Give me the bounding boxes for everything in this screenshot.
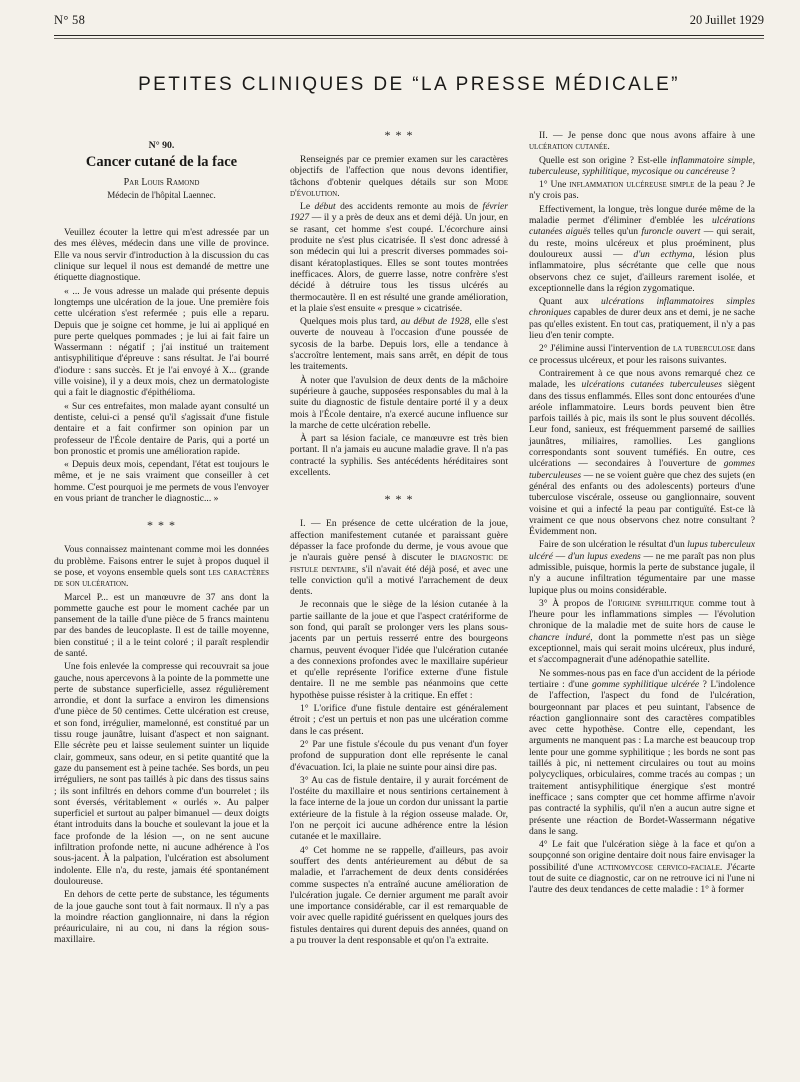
column-2	[290, 130, 508, 946]
paragraph: 1° L'orifice d'une fistule dentaire est généralement étroit ; c'est un pertuis et non pas une ulcération comme dans le cas présent.	[290, 703, 508, 737]
paragraph: II. — Je pense donc que nous avons affaire à une ulcération cutanée.	[529, 130, 755, 153]
paragraph: 4° Cet homme ne se rappelle, d'ailleurs, pas avoir souffert des dents antérieurement au début de sa maladie, et l'arrachement de deux dents considérées comme suspectes n'a entraîné aucune amélioration de l'ulcération jugale. Ce dernier argument me paraît avoir une importance considérable, car il est remarquable de voir avec quelle rapidité guérissent en quelques jours des fistules dentaires qui durent depuis des années, quand on a pu trouver la dent responsable et qu'on l'a extraite.	[290, 844, 508, 946]
paragraph: Contrairement à ce que nous avons remarqué chez ce malade, les ulcérations cutanées tuberculeuses siègent dans des tissus enflammés. Elles sont donc entourées d'une aréole inflammatoire. Leurs bords peuvent bien être parfois taillés à pic, mais ils sont le plus souvent décollés. Leur fond, sanieux, est fréquemment parsemé de saillies jaunâtres, miliaires, ramollies. Les ganglions correspondants sont souvent tuméfiés. En outre, ces ulcérations — secondaires à l'ouverture de gommes tuberculeuses — ne se voient guère que chez des sujets (en général des enfants ou des adolescents) porteurs d'une tuberculose viscérale, osseuse ou ganglionnaire, souvent voisine et qui a infecté la peau par contiguïté. Est-ce là vraiment ce que nous observons chez notre consultant ? Évidemment non.	[529, 367, 755, 538]
paragraph: 4° Le fait que l'ulcération siège à la face et qu'on a soupçonné son origine dentaire doit nous faire envisager la possibilité d'une actinomycose cervico-faciale. J'écarte tout de suite ce diagnostic, car on ne retrouve ici ni l'une ni l'autre des deux tendances de cette maladie : 1° à former	[529, 839, 755, 896]
paragraph: À part sa lésion faciale, ce manœuvre est très bien portant. Il n'a jamais eu aucune maladie grave. Il n'a pas contracté la syphilis. Ses antécédents héréditaires sont excellents.	[290, 433, 508, 479]
paragraph: Quelques mois plus tard, au début de 1928, elle s'est ouverte de nouveau à l'occasion d'une poussée de sycosis de la barbe. Depuis lors, elle a tendance à s'accroître lentement, mais sans arrêt, en dépit de tous les traitements.	[290, 316, 508, 373]
section-separator: * * *	[384, 492, 414, 507]
running-header	[54, 10, 764, 32]
paragraph: 1° Une inflammation ulcéreuse simple de la peau ? Je n'y crois pas.	[529, 179, 755, 202]
section-separator: * * *	[384, 128, 414, 142]
paragraph: Je reconnais que le siège de la lésion cutanée à la partie saillante de la joue et que l'aspect cratériforme de son fond, qui paraît se prolonger vers les plans sous-jacents par un pertuis resserré entre des bourgeons charnus, peuvent évoquer l'idée que l'ulcération cutanée a des connexions profondes avec le maxillaire supérieur et qu'elle représente l'orifice externe d'une fistule dentaire. Il ne me semble pas néanmoins que cette hypothèse puisse résister à la critique. En effet :	[290, 599, 508, 701]
paragraph: Vous connaissez maintenant comme moi les données du problème. Faisons entrer le sujet à propos duquel il se pose, et voyons ensemble quels sont les caractères de son ulcération.	[54, 544, 269, 590]
paragraph: I. — En présence de cette ulcération de la joue, affection manifestement cutanée et paraissant guère dépasser la face profonde du derme, je vous avoue que je n'aurais guère pensé à discuter le diagnostic de fistule dentaire, s'il n'avait été déjà posé, et avec une telle conviction qu'il a motivé l'arrachement de deux dents.	[290, 518, 509, 598]
paragraph: « ... Je vous adresse un malade qui présente depuis longtemps une ulcération de la joue. Une première fois cette ulcération s'est refermée ; puis elle a reparu. Depuis que je soigne cet homme, je lui ai appliqué en pure perte quelques pommades ; je lui ai fait faire un Wassermann : négatif ; j'ai institué un traitement antisyphilitique d'épreuve : sans résultat. Je l'ai bourré d'iodure : sans succès. Et je l'ai envoyé à X... (grande ville voisine), il y a deux mois, chez un dermatologiste qui a fait le diagnostic d'épithélioma.	[54, 285, 269, 399]
article-title: Cancer cutané de la face	[85, 154, 238, 171]
paragraph: Quelle est son origine ? Est-elle inflammatoire simple, tuberculeuse, syphilitique, mycosique ou cancéreuse ?	[529, 154, 755, 177]
paragraph: « Depuis deux mois, cependant, l'état est toujours le même, et je ne sais vraiment que conseiller à cet homme. C'est pourquoi je me permets de vous l'envoyer en vous priant de trancher le diagnostic... »	[54, 459, 269, 505]
paragraph: À noter que l'avulsion de deux dents de la mâchoire supérieure à gauche, supposées responsables du mal à la suite du diagnostic de fistule dentaire porté il y a deux mois à l'École dentaire, n'a exercé aucune influence sur la marche de cette ulcération rebelle.	[290, 374, 508, 431]
header-rule	[54, 35, 764, 36]
paragraph: « Sur ces entrefaites, mon malade ayant consulté un dentiste, celui-ci a pensé qu'il s'agissait d'une fistule dentaire et a fait confirmer son opinion par un professeur de l'École dentaire de Paris, qui a porté un bon pronostic et promis une amélioration rapide.	[54, 400, 269, 457]
paragraph: Quant aux ulcérations inflammatoires simples chroniques capables de durer deux ans et demi, je ne sache pas qu'elles existent. En tout cas, pratiquement, il n'y a pas lieu d'en tenir compte.	[529, 296, 755, 342]
page-number: N° 58	[54, 13, 86, 27]
paragraph: Effectivement, la longue, très longue durée même de la maladie permet d'éliminer d'emblée les ulcérations cutanées aiguës telles qu'un furoncle ouvert — qui serait, du reste, moins ulcéreux et plus proéminent, plus douloureux aussi — d'un ecthyma, lésion plus inflammatoire, plus sécrétante que celle que nous observons chez ce sujet, d'ailleurs rarement isolée, et exceptionnelle dans la région zygomatique.	[529, 203, 756, 294]
author-affiliation: Médecin de l'hôpital Laennec.	[107, 189, 216, 200]
header-rule-thin	[54, 38, 764, 39]
masthead-title: PETITES CLINIQUES DE “LA PRESSE MÉDICALE”	[138, 74, 680, 95]
paragraph: Une fois enlevée la compresse qui recouvrait sa joue gauche, nous apercevons à la pointe de la pommette une perte de substance superficielle, assez régulièrement arrondie, et dont la surface a environ les dimensions d'une pièce de 50 centimes. Cette ulcération est creuse, et son fond, irrégulier, mamelonné, est constitué par un tissu rouge jaunâtre, luisant d'aspect et non saignant. Elle sécrète peu et laisse seulement suinter un liquide clair, gommeux, sans odeur, en si petite quantité que la gaze du pansement est à peine tachée. Ses bords, un peu irréguliers, ne sont pas taillés à pic dans des tissus sains ; ils sont infiltrés en dehors comme d'un bourrelet ; ils sont éversés, véritablement « ourlés ». Au palper superficiel et surtout au palper bimanuel — deux doigts étant introduits dans la bouche et soulevant la joue et la face profonde de la lésion —, on ne sent aucune infiltration profonde nette, ni aucune adhérence à l'os sous-jacent. À la palpation, l'ulcération est absolument indolente. Elle n'a, du reste, jamais été spontanément douloureuse.	[54, 661, 269, 887]
paragraph: 2° J'élimine aussi l'intervention de la tuberculose dans ce processus ulcéreux, et pour les raisons suivantes.	[529, 343, 756, 366]
paragraph: Faire de son ulcération le résultat d'un lupus tuberculeux ulcéré — d'un lupus exedens — ne me paraît pas non plus admissible, puisque, hormis la perte de substance jugale, il n'y a aucune infiltration tégumentaire par une masse lupique plus ou moins considérable.	[529, 539, 755, 596]
paragraph: Ne sommes-nous pas en face d'un accident de la période tertiaire : d'une gomme syphilitique ulcérée ? L'indolence de l'affection, l'aspect du fond de l'ulcération, bourgeonnant par places et peu suintant, l'absence de réaction ganglionnaire sont des caractères compatibles avec cette hypothèse. Contre elle, cependant, les arguments ne manquent pas : La marche est beaucoup trop lente pour une gomme syphilitique ; les bords ne sont pas taillés à pic, ni nettement circulaires ou tout au moins polycycliques, orbiculaires, comme tracés au compas ; un traitement antisyphilitique énergique s'est montré inefficace ; sans compter que cet homme affirme n'avoir pas contracté la syphilis, qu'il n'en a aucun autre signe et présente une réaction de Bordet-Wassermann négative dans le sang.	[529, 667, 755, 837]
paragraph: 3° Au cas de fistule dentaire, il y aurait forcément de l'ostéite du maxillaire et nous sentirions certainement à la face interne de la joue un cordon dur unissant la partie extérieure de la fistule à la région osseuse malade. Or, l'on ne perçoit ici aucune adhérence entre la lésion cutanée et le maxillaire.	[290, 774, 508, 843]
issue-date: 20 Juillet 1929	[689, 13, 764, 27]
paragraph: 2° Par une fistule s'écoule du pus venant d'un foyer profond de suppuration dont elle représente le canal d'évacuation. Ici, la plaie ne suinte pour ainsi dire pas.	[290, 738, 508, 773]
paragraph: Le début des accidents remonte au mois de février 1927 — il y a près de deux ans et demi déjà. Un jour, en se rasant, cet homme s'est coupé. L'écorchure ainsi produite ne s'est plus cicatrisée. Il s'est donc adressé à son médecin qui lui a prescrit diverses pommades soi-disant kératoplastiques. Elles se sont toutes montrées inefficaces. Alors, de guerre lasse, notre confrère s'est décidé à détruire tous les tissus ulcérés au thermocautère. Il en est résulté une grande amélioration, et la plaie s'est ensuite « presque » cicatrisée.	[290, 201, 508, 314]
column-3	[529, 130, 755, 896]
paragraph: Renseignés par ce premier examen sur les caractères objectifs de l'affection que nous devons identifier, tâchons d'obtenir quelques détails sur son Mode d'évolution.	[290, 154, 508, 199]
paragraph: 3° À propos de l'origine syphilitique comme tout à l'heure pour les inflammations simples — l'évolution chronique de la maladie met de suite hors de cause le chancre induré, dont la pommette n'est pas un siège exceptionnel, mais qui serait moins ulcéreux, plus induré, et s'accompagnerait d'une adénopathie satellite.	[529, 597, 755, 666]
paragraph: Marcel P... est un manœuvre de 37 ans dont la pommette gauche est pour le moment cachée par un pansement de la taille d'une pièce de 5 francs maintenu par des bandes de leucoplaste. Il est de taille moyenne, bien constitué ; il a le teint coloré ; il paraît resplendir de santé.	[54, 591, 269, 659]
author-byline: Par Louis Ramond	[123, 176, 200, 188]
paragraph: En dehors de cette perte de substance, les téguments de la joue gauche sont tout à fait normaux. Il n'y a pas la moindre réaction ganglionnaire, ni dans la région préauriculaire, ni au cou, ni dans la région sous-maxillaire.	[54, 889, 269, 946]
paragraph: Veuillez écouter la lettre qui m'est adressée par un des mes élèves, médecin dans une ville de province. Elle va nous servir d'introduction à la discussion du cas clinique sur lequel il nous est demandé de mettre une étiquette diagnostique.	[54, 227, 269, 284]
journal-page	[44, 10, 764, 1078]
section-separator: * * *	[147, 518, 176, 533]
article-number: N° 90.	[148, 140, 175, 151]
column-1	[54, 130, 269, 946]
